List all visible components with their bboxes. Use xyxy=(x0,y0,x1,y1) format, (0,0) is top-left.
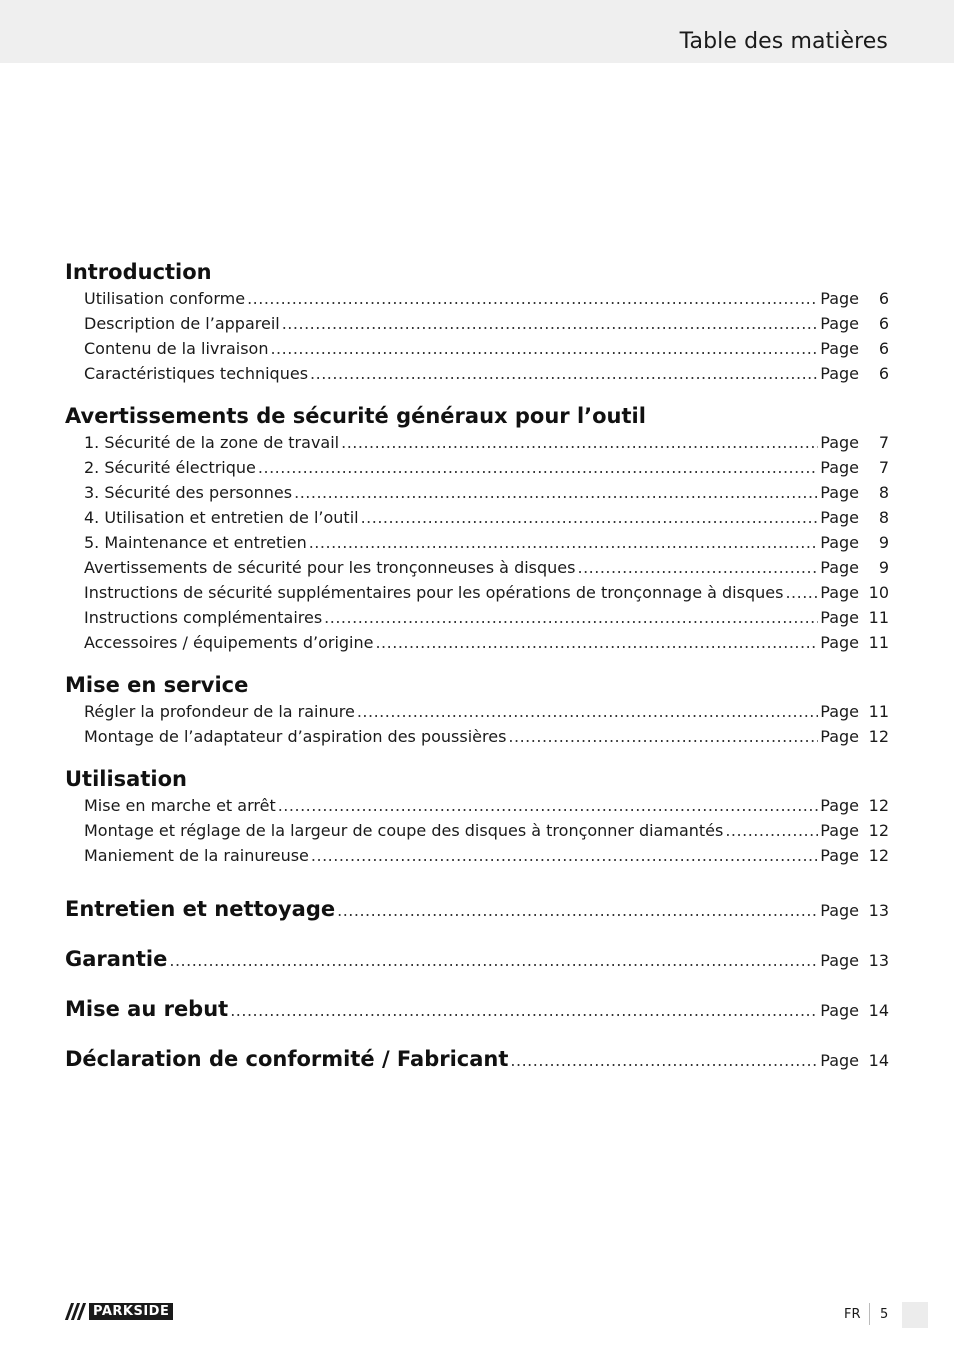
page-word: Page xyxy=(820,458,859,477)
toc-entry[interactable] xyxy=(65,699,889,724)
leader-dots xyxy=(247,286,818,311)
leader-dots xyxy=(324,605,818,630)
page-number: 14 xyxy=(868,1051,889,1070)
leader-dots xyxy=(278,793,819,818)
page-number: 12 xyxy=(868,821,889,840)
language-code: FR xyxy=(844,1307,861,1322)
leader-dots xyxy=(337,886,818,936)
page-word: Page xyxy=(820,702,859,721)
toc-entry-label: Régler la profondeur de la rainure xyxy=(84,702,355,721)
page-word: Page xyxy=(820,433,859,452)
brand-name: PARKSIDE xyxy=(93,1304,170,1319)
leader-dots xyxy=(230,986,818,1036)
leader-dots xyxy=(508,724,818,749)
page-word: Page xyxy=(820,483,859,502)
toc-entry-label: Avertissements de sécurité pour les tronçonneuses à disques xyxy=(84,558,576,577)
page-number: 8 xyxy=(878,508,889,527)
toc-top-entry[interactable] xyxy=(65,884,889,934)
leader-dots xyxy=(341,430,818,455)
page-word: Page xyxy=(820,533,859,552)
page-word: Page xyxy=(820,583,859,602)
toc-entry-label: Maniement de la rainureuse xyxy=(84,846,309,865)
page-word: Page xyxy=(820,364,859,383)
toc-entry[interactable] xyxy=(65,555,889,580)
page-number: 11 xyxy=(868,608,889,627)
page-word: Page xyxy=(820,1001,859,1020)
toc-entry-label: 2. Sécurité électrique xyxy=(84,458,256,477)
toc-entry-label: 5. Maintenance et entretien xyxy=(84,533,307,552)
leader-dots xyxy=(361,505,819,530)
toc-entry-label: Utilisation conforme xyxy=(84,289,246,308)
leader-dots xyxy=(169,936,818,986)
leader-dots xyxy=(375,630,818,655)
page-number: 10 xyxy=(868,583,889,602)
toc-top-entry-label: Entretien et nettoyage xyxy=(65,897,336,921)
toc-entry[interactable] xyxy=(65,430,889,455)
page-word: Page xyxy=(820,821,859,840)
page-title: Table des matières xyxy=(679,29,888,54)
toc-section-utilisation xyxy=(65,765,889,868)
toc-entry-label: Caractéristiques techniques xyxy=(84,364,309,383)
page-number: 6 xyxy=(878,314,889,333)
table-of-contents xyxy=(65,258,889,1084)
page-number: 14 xyxy=(868,1001,889,1020)
page-number: 12 xyxy=(868,796,889,815)
toc-section-mise-en-service xyxy=(65,671,889,749)
page-number: 6 xyxy=(878,339,889,358)
page-number: 7 xyxy=(878,433,889,452)
leader-dots xyxy=(785,580,818,605)
page-word: Page xyxy=(820,508,859,527)
page-word: Page xyxy=(820,796,859,815)
page-number: 9 xyxy=(878,558,889,577)
toc-section-introduction xyxy=(65,258,889,386)
footer-divider xyxy=(869,1303,870,1325)
toc-section-safety-warnings xyxy=(65,402,889,655)
toc-entry-label: Instructions complémentaires xyxy=(84,608,323,627)
page-word: Page xyxy=(820,289,859,308)
section-title: Introduction xyxy=(65,260,212,284)
page-number: 8 xyxy=(878,483,889,502)
toc-entry[interactable] xyxy=(65,580,889,605)
page-number: 9 xyxy=(878,533,889,552)
page-number: 6 xyxy=(878,289,889,308)
page-word: Page xyxy=(820,314,859,333)
page-word: Page xyxy=(820,727,859,746)
toc-entry[interactable] xyxy=(65,793,889,818)
toc-entry-label: 1. Sécurité de la zone de travail xyxy=(84,433,340,452)
toc-entry[interactable] xyxy=(65,605,889,630)
page-number: 12 xyxy=(868,727,889,746)
leader-dots xyxy=(270,336,818,361)
page-number: 12 xyxy=(868,846,889,865)
section-title: Avertissements de sécurité généraux pour l’outil xyxy=(65,404,646,428)
page-number: 11 xyxy=(868,633,889,652)
page-number: 6 xyxy=(878,364,889,383)
toc-entry[interactable] xyxy=(65,286,889,311)
toc-entry[interactable] xyxy=(65,530,889,555)
toc-entry-label: Montage et réglage de la largeur de coupe des disques à tronçonner diamantés xyxy=(84,821,724,840)
page-word: Page xyxy=(820,1051,859,1070)
toc-entry-label: Accessoires / équipements d’origine xyxy=(84,633,374,652)
toc-top-entry[interactable] xyxy=(65,1034,889,1084)
toc-entry[interactable] xyxy=(65,505,889,530)
leader-dots xyxy=(311,843,818,868)
toc-entry-label: 3. Sécurité des personnes xyxy=(84,483,293,502)
toc-top-entry[interactable] xyxy=(65,934,889,984)
leader-dots xyxy=(258,455,818,480)
toc-entry-label: 4. Utilisation et entretien de l’outil xyxy=(84,508,359,527)
footer-tab-marker xyxy=(902,1302,928,1328)
toc-entry[interactable] xyxy=(65,630,889,655)
page-number-footer: 5 xyxy=(880,1307,889,1322)
leader-dots xyxy=(282,311,819,336)
header-band xyxy=(0,0,954,63)
page-number: 7 xyxy=(878,458,889,477)
toc-entry[interactable] xyxy=(65,818,889,843)
page-number: 13 xyxy=(868,901,889,920)
leader-dots xyxy=(510,1036,818,1086)
logo-stripes-icon xyxy=(65,1303,89,1320)
toc-entry-label: Contenu de la livraison xyxy=(84,339,269,358)
toc-entry[interactable] xyxy=(65,311,889,336)
toc-entry[interactable] xyxy=(65,480,889,505)
section-title: Utilisation xyxy=(65,767,187,791)
toc-entry[interactable] xyxy=(65,724,889,749)
page-word: Page xyxy=(820,846,859,865)
toc-top-entry-label: Mise au rebut xyxy=(65,997,229,1021)
toc-top-entry-label: Garantie xyxy=(65,947,168,971)
leader-dots xyxy=(357,699,818,724)
toc-entry-label: Mise en marche et arrêt xyxy=(84,796,276,815)
toc-top-entry[interactable] xyxy=(65,984,889,1034)
toc-entry[interactable] xyxy=(65,455,889,480)
parkside-logo xyxy=(65,1303,173,1320)
page-word: Page xyxy=(820,901,859,920)
section-title: Mise en service xyxy=(65,673,249,697)
page-word: Page xyxy=(820,558,859,577)
leader-dots xyxy=(725,818,818,843)
page-number: 13 xyxy=(868,951,889,970)
leader-dots xyxy=(577,555,818,580)
toc-entry[interactable] xyxy=(65,843,889,868)
page-word: Page xyxy=(820,339,859,358)
toc-entry-label: Instructions de sécurité supplémentaires pour les opérations de tronçonnage à disques xyxy=(84,583,784,602)
toc-entry[interactable] xyxy=(65,336,889,361)
toc-entry-label: Montage de l’adaptateur d’aspiration des poussières xyxy=(84,727,507,746)
page-number: 11 xyxy=(868,702,889,721)
page-word: Page xyxy=(820,951,859,970)
toc-entry-label: Description de l’appareil xyxy=(84,314,280,333)
page-word: Page xyxy=(820,608,859,627)
toc-entry[interactable] xyxy=(65,361,889,386)
page-word: Page xyxy=(820,633,859,652)
leader-dots xyxy=(309,530,819,555)
leader-dots xyxy=(310,361,818,386)
leader-dots xyxy=(294,480,818,505)
toc-top-entry-label: Déclaration de conformité / Fabricant xyxy=(65,1047,509,1071)
